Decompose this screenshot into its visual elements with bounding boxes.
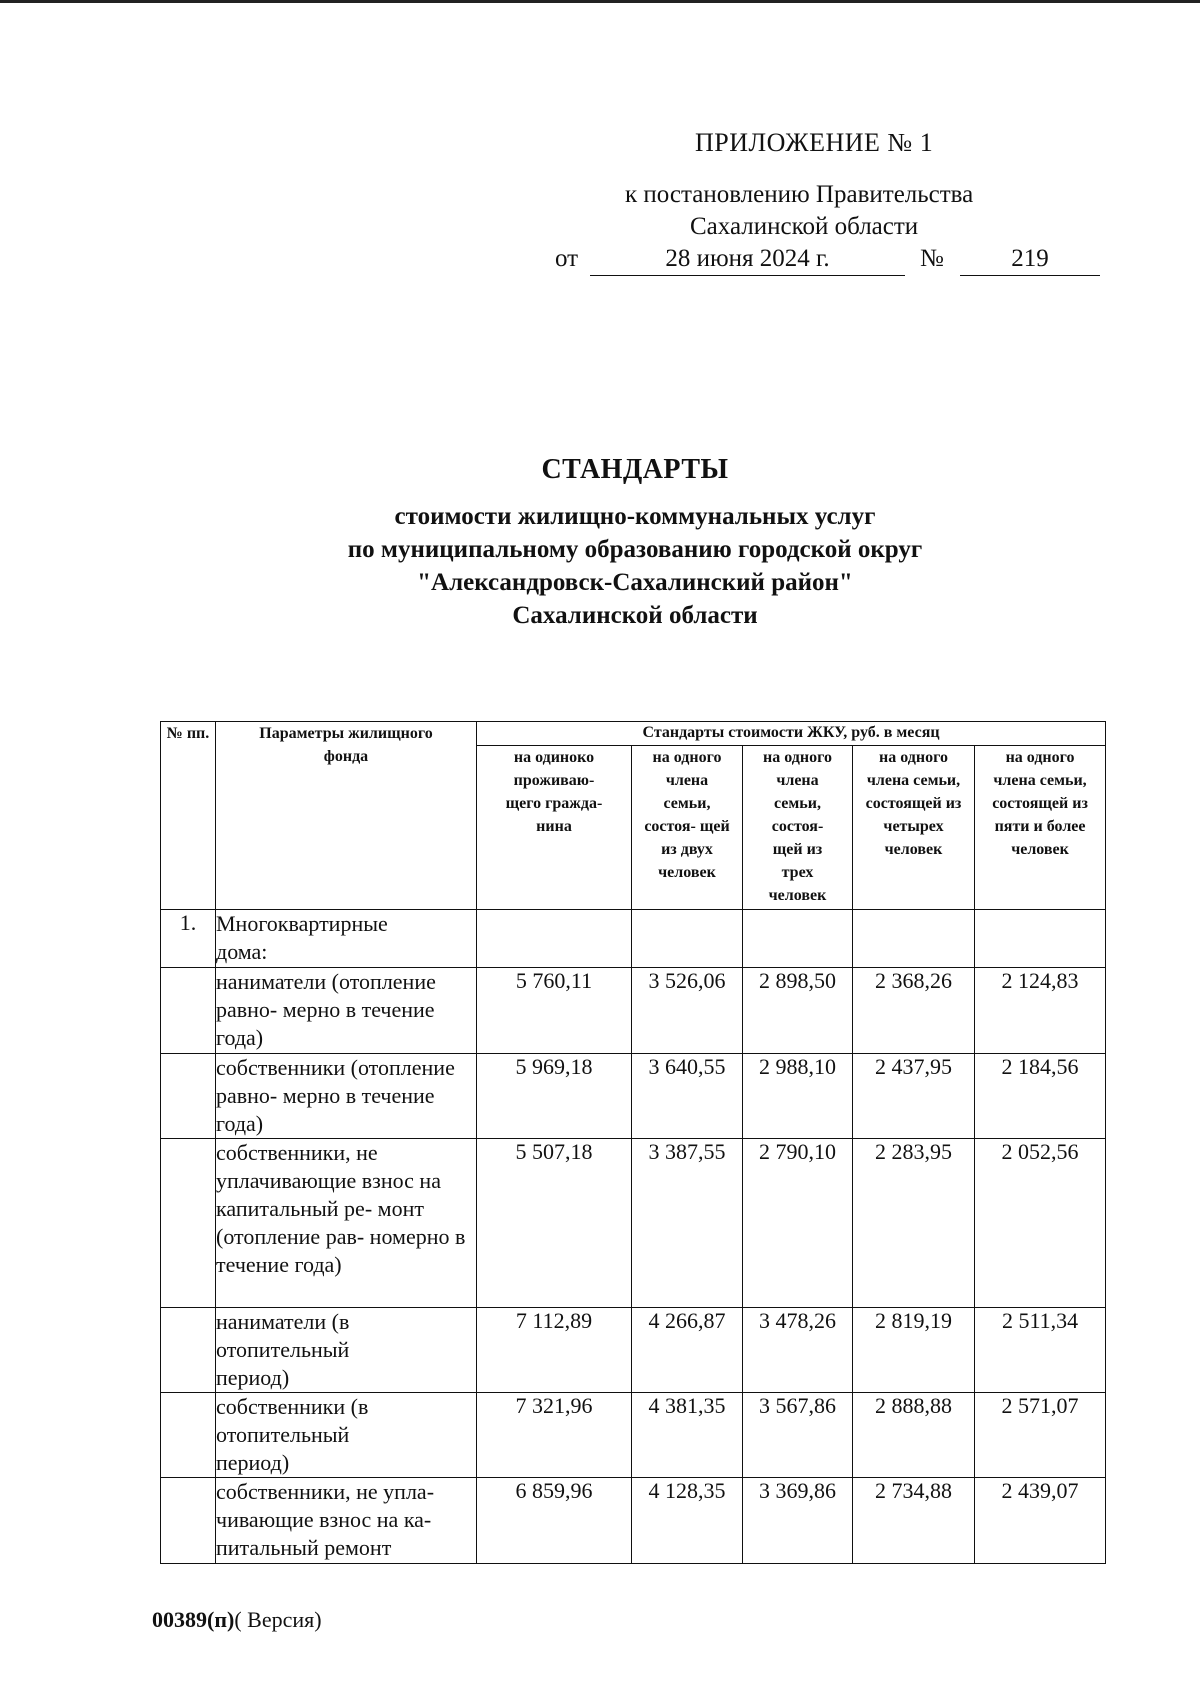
document-title: СТАНДАРТЫ [541,454,729,485]
value-cell: 3 640,55 [632,1054,743,1139]
subheader-two-persons: на одного члена семьи, состоя- щей из двух человек [632,746,743,910]
section-label: Многоквартирные дома: [216,910,477,968]
empty-cell [853,910,975,968]
section-number: 1. [161,910,216,968]
value-cell: 7 321,96 [477,1393,632,1478]
subheader-single: на одиноко проживаю- щего гражда- нина [477,746,632,910]
appendix-label: ПРИЛОЖЕНИЕ № 1 [695,128,934,157]
row-parameter: собственники, не упла- чивающие взнос на ка- питальный ремонт [216,1478,477,1564]
value-cell: 4 266,87 [632,1308,743,1393]
document-date: 28 июня 2024 г. [590,245,905,276]
table-row [161,1393,1106,1478]
value-cell: 3 478,26 [743,1308,853,1393]
empty-cell [975,910,1106,968]
subheader-three-persons: на одного члена семьи, состоя- щей из трех человек [743,746,853,910]
document-date-number [555,245,1105,277]
document-footer [152,1607,322,1633]
row-parameter: собственники, не уплачивающие взнос на капитальный ре- монт (отопление рав- номерно в течение года) [216,1139,477,1308]
document-number: 219 [960,245,1100,276]
empty-cell [161,1393,216,1478]
header-standards-group: Стандарты стоимости ЖКУ, руб. в месяц [477,722,1106,746]
from-label: от [555,245,579,272]
empty-cell [477,910,632,968]
resolution-reference: к постановлению Правительства [625,181,974,208]
value-cell: 2 734,88 [853,1478,975,1564]
value-cell: 3 526,06 [632,968,743,1054]
value-cell: 2 571,07 [975,1393,1106,1478]
number-label: № [920,245,944,272]
empty-cell [161,1139,216,1308]
document-version: ( Версия) [234,1607,322,1632]
value-cell: 3 387,55 [632,1139,743,1308]
document-code: 00389(п) [152,1607,235,1632]
value-cell: 2 368,26 [853,968,975,1054]
value-cell: 2 184,56 [975,1054,1106,1139]
region-reference: Сахалинской области [690,213,919,240]
header-parameters: Параметры жилищного фонда [216,722,477,910]
top-border-line [0,0,1200,3]
value-cell: 2 437,95 [853,1054,975,1139]
header-number: № пп. [161,722,216,910]
value-cell: 2 283,95 [853,1139,975,1308]
empty-cell [161,1308,216,1393]
subtitle-line-2: по муниципальному образованию городской округ [347,536,923,563]
empty-cell [632,910,743,968]
subtitle-line-4: Сахалинской области [512,602,758,629]
value-cell: 2 988,10 [743,1054,853,1139]
table-header-row [161,722,1106,746]
value-cell: 7 112,89 [477,1308,632,1393]
value-cell: 2 898,50 [743,968,853,1054]
subtitle-line-1: стоимости жилищно-коммунальных услуг [394,503,876,530]
table-row [161,1478,1106,1564]
standards-table [160,721,1106,1564]
empty-cell [161,1054,216,1139]
table-row [161,968,1106,1054]
value-cell: 6 859,96 [477,1478,632,1564]
value-cell: 2 052,56 [975,1139,1106,1308]
empty-cell [161,1478,216,1564]
value-cell: 4 128,35 [632,1478,743,1564]
value-cell: 5 760,11 [477,968,632,1054]
row-parameter: наниматели (отопление равно- мерно в течение года) [216,968,477,1054]
table-row [161,1139,1106,1308]
row-parameter: наниматели (в отопительный период) [216,1308,477,1393]
table-row-section [161,910,1106,968]
row-parameter: собственники (отопление равно- мерно в течение года) [216,1054,477,1139]
value-cell: 2 511,34 [975,1308,1106,1393]
value-cell: 5 969,18 [477,1054,632,1139]
value-cell: 3 369,86 [743,1478,853,1564]
empty-cell [743,910,853,968]
table-row [161,1054,1106,1139]
value-cell: 2 819,19 [853,1308,975,1393]
value-cell: 2 790,10 [743,1139,853,1308]
value-cell: 5 507,18 [477,1139,632,1308]
value-cell: 4 381,35 [632,1393,743,1478]
value-cell: 2 888,88 [853,1393,975,1478]
value-cell: 2 439,07 [975,1478,1106,1564]
subheader-five-plus-persons: на одного члена семьи, состоящей из пяти и более человек [975,746,1106,910]
subtitle-line-3: "Александровск-Сахалинский район" [417,569,853,596]
empty-cell [161,968,216,1054]
subheader-four-persons: на одного члена семьи, состоящей из четырех человек [853,746,975,910]
row-parameter: собственники (в отопительный период) [216,1393,477,1478]
value-cell: 2 124,83 [975,968,1106,1054]
table-row [161,1308,1106,1393]
value-cell: 3 567,86 [743,1393,853,1478]
